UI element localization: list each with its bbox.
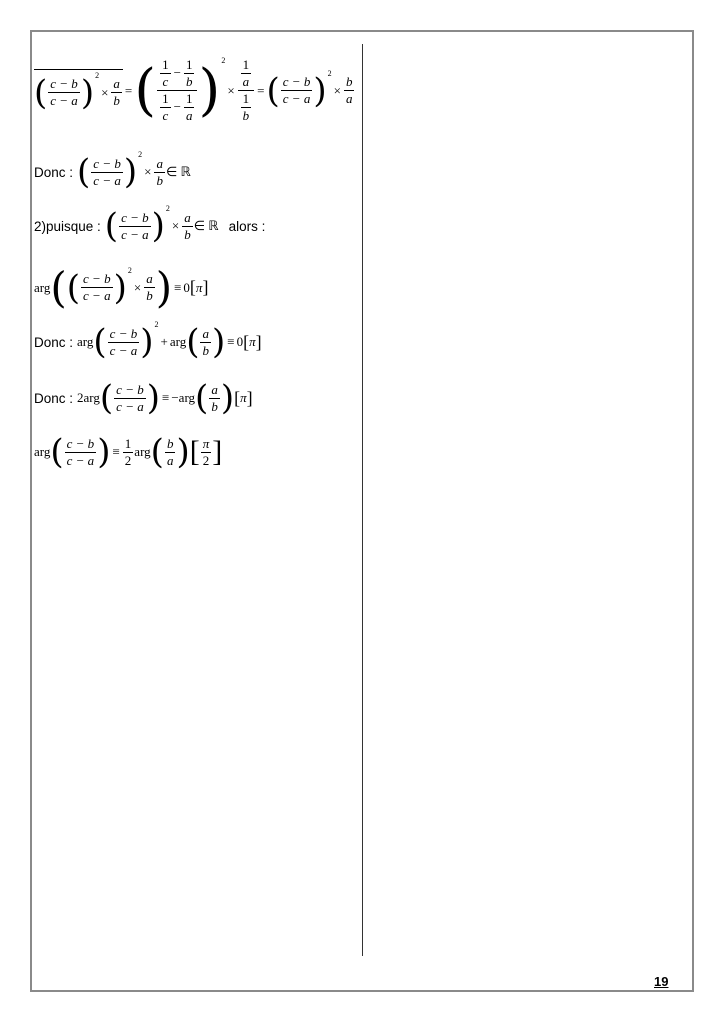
- math-token: c − b: [282, 74, 311, 89]
- math-token: 2: [127, 265, 132, 275]
- math-token: c − a: [282, 91, 311, 106]
- math-token: [66, 265, 132, 308]
- math-token: [160, 92, 171, 123]
- math-token: c: [162, 108, 169, 123]
- math-token: [266, 68, 332, 111]
- math-token: a: [211, 381, 218, 397]
- math-token: [105, 206, 170, 246]
- math-token: [: [189, 435, 200, 468]
- math-token: [100, 378, 160, 418]
- math-token: ×: [101, 84, 109, 100]
- math-token: c − a: [83, 288, 111, 303]
- math-token: [344, 75, 355, 106]
- math-token: [157, 91, 197, 123]
- math-token: c − b: [83, 271, 111, 286]
- math-token: [144, 272, 155, 303]
- math-token: 0: [236, 334, 244, 349]
- math-token: 1: [185, 91, 193, 106]
- math-token: b: [113, 93, 120, 108]
- math-token: (: [186, 322, 200, 362]
- math-token: c: [162, 74, 169, 89]
- math-token: [34, 70, 100, 113]
- math-token: [238, 58, 255, 91]
- math-token: 1: [124, 435, 132, 451]
- fraction-inverse-ab: [238, 58, 255, 123]
- math-token: ): [113, 267, 127, 308]
- math-token: c − a: [116, 398, 144, 414]
- math-token: ]: [246, 387, 253, 408]
- math-token: arg: [77, 334, 94, 349]
- math-token: 1: [185, 57, 193, 72]
- label-alors: alors :: [228, 218, 266, 234]
- math-token: b: [242, 108, 250, 123]
- math-token: (: [50, 263, 67, 312]
- math-token: c − a: [50, 93, 78, 108]
- math-token: ): [155, 263, 173, 312]
- math-token: ≡: [112, 444, 120, 459]
- math-token: a: [185, 108, 193, 123]
- math-token: 2: [154, 320, 159, 329]
- math-token: arg: [178, 390, 196, 405]
- math-token: −: [171, 390, 179, 405]
- math-token: arg: [34, 444, 51, 459]
- math-token: [: [234, 387, 241, 408]
- equation-arg-half: [34, 432, 222, 472]
- math-token: =: [124, 82, 133, 98]
- math-token: c − b: [93, 155, 121, 171]
- math-token: [241, 92, 252, 123]
- math-token: ×: [144, 164, 152, 179]
- math-token: 1: [162, 91, 169, 106]
- math-token: [77, 152, 142, 192]
- math-token: [123, 437, 134, 468]
- equation-puisque: [34, 206, 269, 246]
- math-token: 0: [183, 279, 190, 295]
- math-token: 2: [95, 70, 100, 80]
- math-token: c − a: [121, 226, 149, 242]
- math-token: (: [93, 322, 107, 362]
- math-token: [160, 58, 171, 89]
- math-token: [241, 58, 252, 89]
- fraction-inverse: [157, 58, 197, 123]
- equation-donc-real: [34, 152, 191, 192]
- math-token: ×: [133, 279, 142, 295]
- math-token: [93, 322, 158, 362]
- math-token: [114, 383, 146, 414]
- math-token: (: [266, 70, 280, 111]
- math-token: [: [243, 331, 250, 352]
- math-token: c − b: [116, 381, 144, 397]
- math-token: [108, 327, 140, 358]
- math-token: [157, 58, 197, 91]
- math-token: ×: [227, 82, 235, 98]
- math-token: ×: [171, 218, 180, 233]
- math-token: ): [220, 378, 235, 418]
- math-token: a: [146, 271, 153, 286]
- math-token: a: [184, 209, 191, 225]
- math-token: ): [80, 72, 95, 113]
- math-token: [209, 383, 220, 414]
- math-token: (: [50, 432, 64, 472]
- math-token: 2: [138, 150, 143, 159]
- math-token: [186, 322, 225, 362]
- math-token: [281, 75, 313, 106]
- math-token: [81, 272, 113, 303]
- math-token: [201, 437, 212, 468]
- math-token: (: [99, 378, 114, 418]
- math-token: π: [195, 279, 203, 295]
- math-token: ): [123, 152, 138, 192]
- math-token: arg: [169, 334, 187, 349]
- math-token: [: [189, 277, 196, 297]
- math-token: 2: [77, 390, 84, 405]
- math-token: [184, 58, 195, 89]
- math-token: c − a: [66, 452, 95, 468]
- math-token: 2: [124, 452, 132, 468]
- math-token: 2: [202, 452, 210, 468]
- math-token: [238, 91, 255, 123]
- math-token: b: [345, 74, 353, 89]
- math-token: ): [151, 206, 165, 246]
- math-token: b: [184, 226, 191, 242]
- math-token: b: [211, 398, 218, 414]
- conjugate-bar-expression: [34, 69, 123, 113]
- math-token: a: [242, 74, 250, 89]
- math-token: π: [240, 390, 247, 405]
- math-token: a: [113, 76, 120, 91]
- equation-conjugate: [34, 58, 355, 123]
- equation-arg-sum: [34, 322, 262, 362]
- math-token: [165, 437, 176, 468]
- math-token: (: [134, 58, 157, 123]
- math-token: (: [104, 206, 119, 246]
- math-token: ]: [202, 277, 209, 297]
- math-token: b: [146, 288, 153, 303]
- math-token: b: [185, 74, 193, 89]
- math-token: 2: [221, 56, 226, 65]
- math-token: ): [140, 322, 154, 362]
- math-token: [50, 432, 110, 472]
- math-token: (: [66, 267, 81, 308]
- math-token: (: [77, 152, 91, 192]
- math-token: ): [146, 378, 160, 418]
- math-token: b: [156, 172, 163, 188]
- math-token: ): [313, 70, 327, 111]
- math-token: a: [202, 325, 209, 341]
- math-token: [195, 378, 234, 418]
- math-token: ∈ ℝ: [165, 164, 191, 179]
- math-token: ≡: [161, 390, 170, 405]
- math-token: arg: [34, 279, 51, 295]
- math-token: π: [249, 334, 256, 349]
- math-token: ×: [333, 82, 341, 98]
- math-token: ≡: [227, 334, 235, 349]
- page-number: 19: [654, 974, 669, 989]
- math-token: c − a: [109, 342, 138, 358]
- math-token: 2: [327, 68, 332, 78]
- math-token: −: [173, 99, 181, 115]
- math-token: [134, 58, 225, 123]
- math-token: ]: [255, 331, 262, 352]
- math-token: a: [345, 91, 353, 106]
- math-token: [65, 437, 97, 468]
- math-token: arg: [83, 390, 100, 405]
- label-donc: Donc :: [34, 390, 74, 406]
- math-token: ): [176, 432, 190, 472]
- math-token: b: [202, 342, 209, 358]
- fraction-cb-ca: [48, 77, 80, 108]
- label-donc: Donc :: [34, 164, 74, 180]
- math-token: [154, 157, 165, 188]
- math-token: (: [195, 378, 209, 418]
- label-puisque: 2)puisque :: [34, 218, 101, 234]
- math-token: [200, 327, 211, 358]
- math-token: [182, 211, 193, 242]
- math-token: ≡: [174, 279, 182, 295]
- fraction-a-b: [111, 77, 122, 108]
- math-token: [91, 157, 123, 188]
- math-token: [151, 432, 190, 472]
- equation-arg-zero: [34, 263, 208, 312]
- math-token: ): [211, 322, 226, 362]
- math-token: [119, 211, 151, 242]
- math-token: c − a: [93, 172, 121, 188]
- math-token: =: [257, 82, 265, 98]
- math-token: b: [166, 435, 174, 451]
- math-token: c − b: [66, 435, 95, 451]
- label-donc: Donc :: [34, 334, 74, 350]
- math-token: ): [198, 58, 221, 123]
- math-token: a: [156, 155, 163, 171]
- math-token: 2: [165, 204, 170, 213]
- math-token: π: [202, 435, 210, 451]
- math-token: a: [166, 452, 174, 468]
- math-token: −: [173, 65, 181, 81]
- column-divider: [362, 44, 363, 956]
- math-token: (: [150, 432, 164, 472]
- math-token: (: [34, 72, 48, 113]
- math-token: 1: [242, 91, 250, 106]
- math-token: c − b: [121, 209, 149, 225]
- math-token: ): [97, 432, 111, 472]
- math-token: 1: [162, 57, 169, 72]
- math-token: [50, 263, 172, 312]
- math-token: 1: [242, 57, 250, 72]
- math-token: c − b: [50, 76, 78, 91]
- math-token: c − b: [109, 325, 138, 341]
- math-token: arg: [134, 444, 151, 459]
- math-token: +: [160, 334, 168, 349]
- math-token: [184, 92, 195, 123]
- equation-two-arg: [34, 378, 253, 418]
- math-token: ]: [212, 435, 223, 468]
- math-token: ∈ ℝ: [193, 218, 219, 233]
